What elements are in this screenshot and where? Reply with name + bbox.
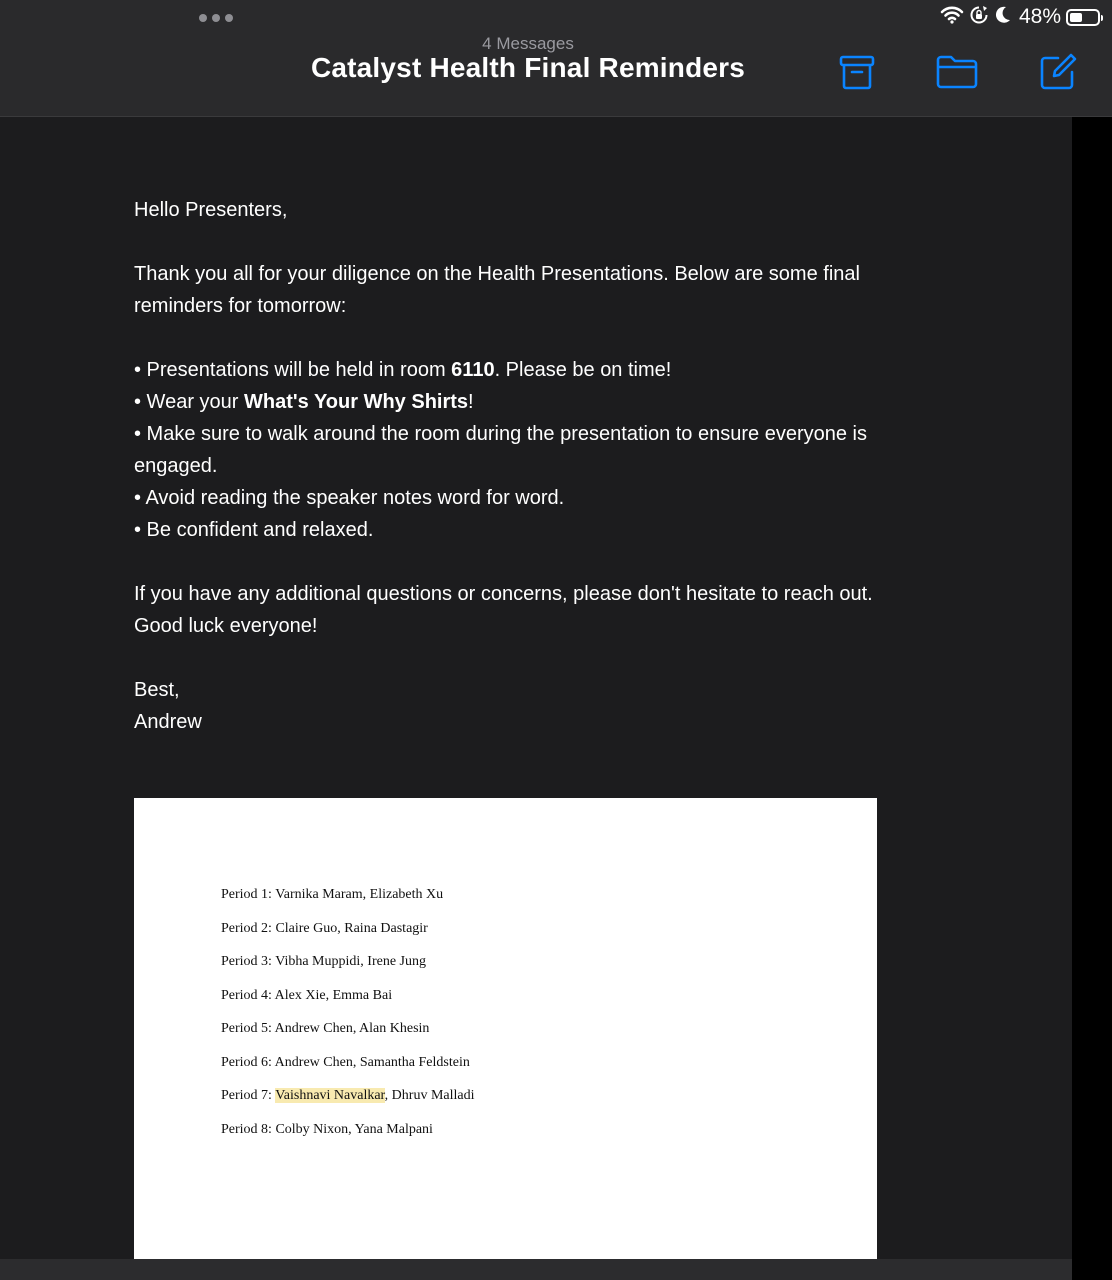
bullet-room: • Presentations will be held in room 6110. Please be on time!	[134, 359, 672, 381]
period-row: Period 5: Andrew Chen, Alan Khesin	[221, 1021, 430, 1036]
rotation-lock-icon	[969, 5, 989, 30]
room-number: 6110	[451, 359, 495, 381]
closing-paragraph: If you have any additional questions or concerns, please don't hesitate to reach out. Good luck everyone!	[134, 583, 873, 637]
signoff: Best,	[134, 679, 180, 701]
compose-button[interactable]	[1036, 52, 1080, 96]
folder-icon	[935, 54, 979, 95]
greeting: Hello Presenters,	[134, 199, 288, 221]
wifi-icon	[940, 6, 964, 29]
period-row: Period 2: Claire Guo, Raina Dastagir	[221, 920, 428, 936]
message-count: 4 Messages	[482, 34, 574, 53]
attachment-image[interactable]	[134, 798, 877, 1259]
bullet-confident: • Be confident and relaxed.	[134, 519, 374, 541]
thread-subject: Catalyst Health Final Reminders	[310, 52, 746, 83]
signature: Andrew	[134, 711, 202, 733]
moon-icon	[994, 5, 1012, 30]
archive-icon	[838, 53, 876, 96]
period-row: Period 8: Colby Nixon, Yana Malpani	[221, 1121, 433, 1137]
intro-paragraph: Thank you all for your diligence on the Health Presentations. Below are some final reminders for tomorrow:	[134, 263, 860, 317]
period-list	[221, 884, 475, 1152]
move-to-folder-button[interactable]	[933, 52, 981, 96]
period-row-7: Period 7: Vaishnavi Navalkar, Dhruv Malladi	[221, 1088, 475, 1103]
bullet-walk-around: • Make sure to walk around the room during the presentation to ensure everyone is engaged.	[134, 423, 867, 477]
bullet-speaker-notes: • Avoid reading the speaker notes word for word.	[134, 487, 565, 509]
period-row: Period 3: Vibha Muppidi, Irene Jung	[221, 954, 426, 969]
right-edge-strip	[1072, 117, 1112, 1280]
battery-percentage: 48%	[1018, 5, 1061, 28]
shirt-name: What's Your Why Shirts	[244, 391, 469, 413]
period-row: Period 4: Alex Xie, Emma Bai	[221, 987, 393, 1003]
compose-icon	[1038, 52, 1078, 97]
archive-button[interactable]	[835, 52, 879, 96]
bottom-toolbar	[0, 1259, 1072, 1280]
battery-icon	[1066, 9, 1100, 26]
period-row: Period 1: Varnika Maram, Elizabeth Xu	[221, 887, 444, 902]
period-row: Period 6: Andrew Chen, Samantha Feldstein	[221, 1054, 470, 1070]
message-header	[0, 0, 1112, 117]
multitasking-dots-icon[interactable]	[199, 14, 233, 22]
status-bar	[940, 4, 1100, 30]
bullet-shirts: • Wear your What's Your Why Shirts!	[134, 391, 474, 413]
highlighted-name: Vaishnavi Navalkar	[275, 1088, 385, 1103]
email-body	[134, 194, 894, 738]
